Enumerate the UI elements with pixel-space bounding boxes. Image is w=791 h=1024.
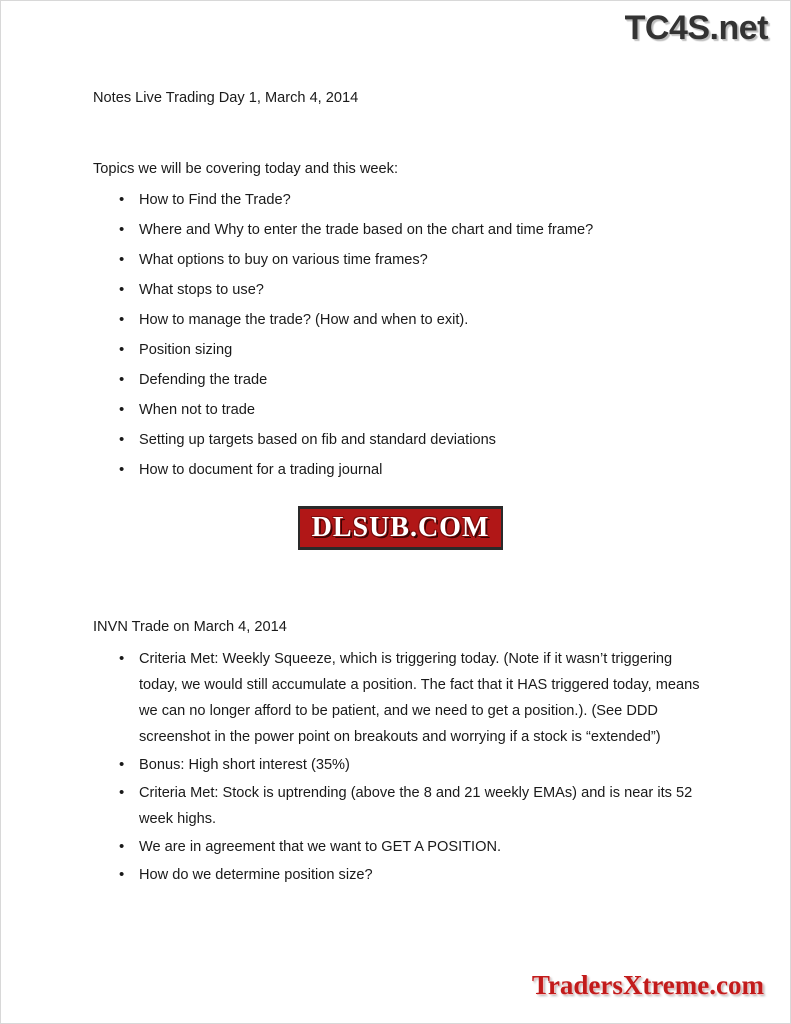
list-item: • Setting up targets based on fib and standard deviations	[93, 428, 708, 454]
spacer	[93, 118, 708, 158]
site-brand-watermark: TC4S.net	[624, 9, 768, 47]
list-item: • Position sizing	[93, 338, 708, 364]
list-item: • Bonus: High short interest (35%)	[93, 753, 708, 779]
list-item: • What stops to use?	[93, 278, 708, 304]
list-item: • How do we determine position size?	[93, 863, 708, 889]
list-item: • Defending the trade	[93, 368, 708, 394]
document-body	[93, 87, 708, 891]
list-item: • What options to buy on various time frames?	[93, 248, 708, 274]
dlsub-stamp-container	[93, 506, 708, 550]
list-item: • How to document for a trading journal	[93, 458, 708, 484]
list-item: • How to manage the trade? (How and when to exit).	[93, 308, 708, 334]
list-item: • How to Find the Trade?	[93, 188, 708, 214]
list-item: • When not to trade	[93, 398, 708, 424]
dlsub-watermark-stamp: DLSUB.COM	[298, 506, 504, 550]
list-item: • We are in agreement that we want to GET A POSITION.	[93, 835, 708, 861]
trade-points-list	[93, 647, 708, 889]
spacer	[93, 560, 708, 616]
notes-title-line: Notes Live Trading Day 1, March 4, 2014	[93, 90, 359, 106]
footer-brand-watermark: TradersXtreme.com	[531, 970, 764, 1000]
list-item: • Criteria Met: Stock is uptrending (above the 8 and 21 weekly EMAs) and is near its 52 week highs.	[93, 781, 708, 833]
topics-list	[93, 188, 708, 484]
trade-heading: INVN Trade on March 4, 2014	[93, 619, 287, 636]
list-item: • Criteria Met: Weekly Squeeze, which is triggering today. (Note if it wasn’t triggering today, we would still accumulate a position. The fact that it HAS triggered today, means we can no longer afford to be patient, and we need to get a position.). (See DDD screenshot in the power point on breakouts and worrying if a stock is “extended”)	[93, 647, 708, 751]
list-item: • Where and Why to enter the trade based on the chart and time frame?	[93, 218, 708, 244]
topics-intro: Topics we will be covering today and this week:	[93, 160, 399, 177]
